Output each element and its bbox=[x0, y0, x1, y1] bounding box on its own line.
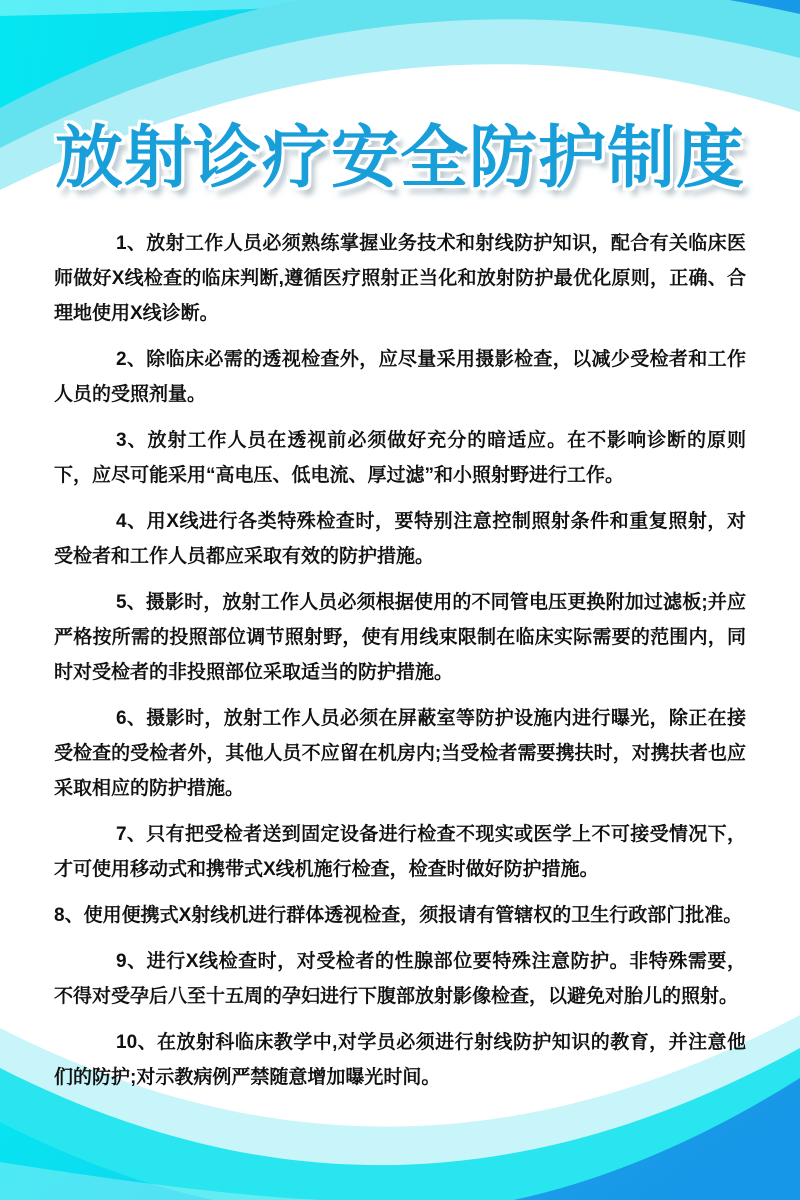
poster-title: 放射诊疗安全防护制度 bbox=[54, 120, 745, 196]
rule-item-2: 2、除临床必需的透视检查外，应尽量采用摄影检查，以减少受检者和工作人员的受照剂量。 bbox=[54, 349, 746, 405]
rule-item-10: 10、在放射科临床教学中,对学员必须进行射线防护知识的教育，并注意他们的防护;对示教病例严禁随意增加曝光时间。 bbox=[54, 1032, 746, 1088]
rule-item-6: 6、摄影时，放射工作人员必须在屏蔽室等防护设施内进行曝光，除正在接受检查的受检者外，其他人员不应留在机房内;当受检者需要携扶时，对携扶者也应采取相应的防护措施。 bbox=[54, 708, 746, 799]
rule-item-4: 4、用X线进行各类特殊检查时，要特别注意控制照射条件和重复照射，对受检者和工作人员都应采取有效的防护措施。 bbox=[54, 511, 746, 567]
rule-item-7: 7、只有把受检者送到固定设备进行检查不现实或医学上不可接受情况下，才可使用移动式和携带式X线机施行检查，检查时做好防护措施。 bbox=[54, 824, 746, 880]
rule-item-8: 8、使用便携式X射线机进行群体透视检查，须报请有管辖权的卫生行政部门批准。 bbox=[54, 905, 743, 926]
rules-list bbox=[54, 226, 746, 1106]
rule-item-3: 3、放射工作人员在透视前必须做好充分的暗适应。在不影响诊断的原则下，应尽可能采用“高电压、低电流、厚过滤”和小照射野进行工作。 bbox=[54, 430, 746, 486]
rule-item-5: 5、摄影时，放射工作人员必须根据使用的不同管电压更换附加过滤板;并应严格按所需的投照部位调节照射野，使有用线束限制在临床实际需要的范围内，同时对受检者的非投照部位采取适当的防护措施。 bbox=[54, 592, 746, 683]
rule-item-9: 9、进行X线检查时，对受检者的性腺部位要特殊注意防护。非特殊需要，不得对受孕后八至十五周的孕妇进行下腹部放射影像检查，以避免对胎儿的照射。 bbox=[54, 951, 746, 1007]
rule-item-1: 1、放射工作人员必须熟练掌握业务技术和射线防护知识，配合有关临床医师做好X线检查的临床判断,遵循医疗照射正当化和放射防护最优化原则，正确、合理地使用X线诊断。 bbox=[54, 233, 746, 324]
